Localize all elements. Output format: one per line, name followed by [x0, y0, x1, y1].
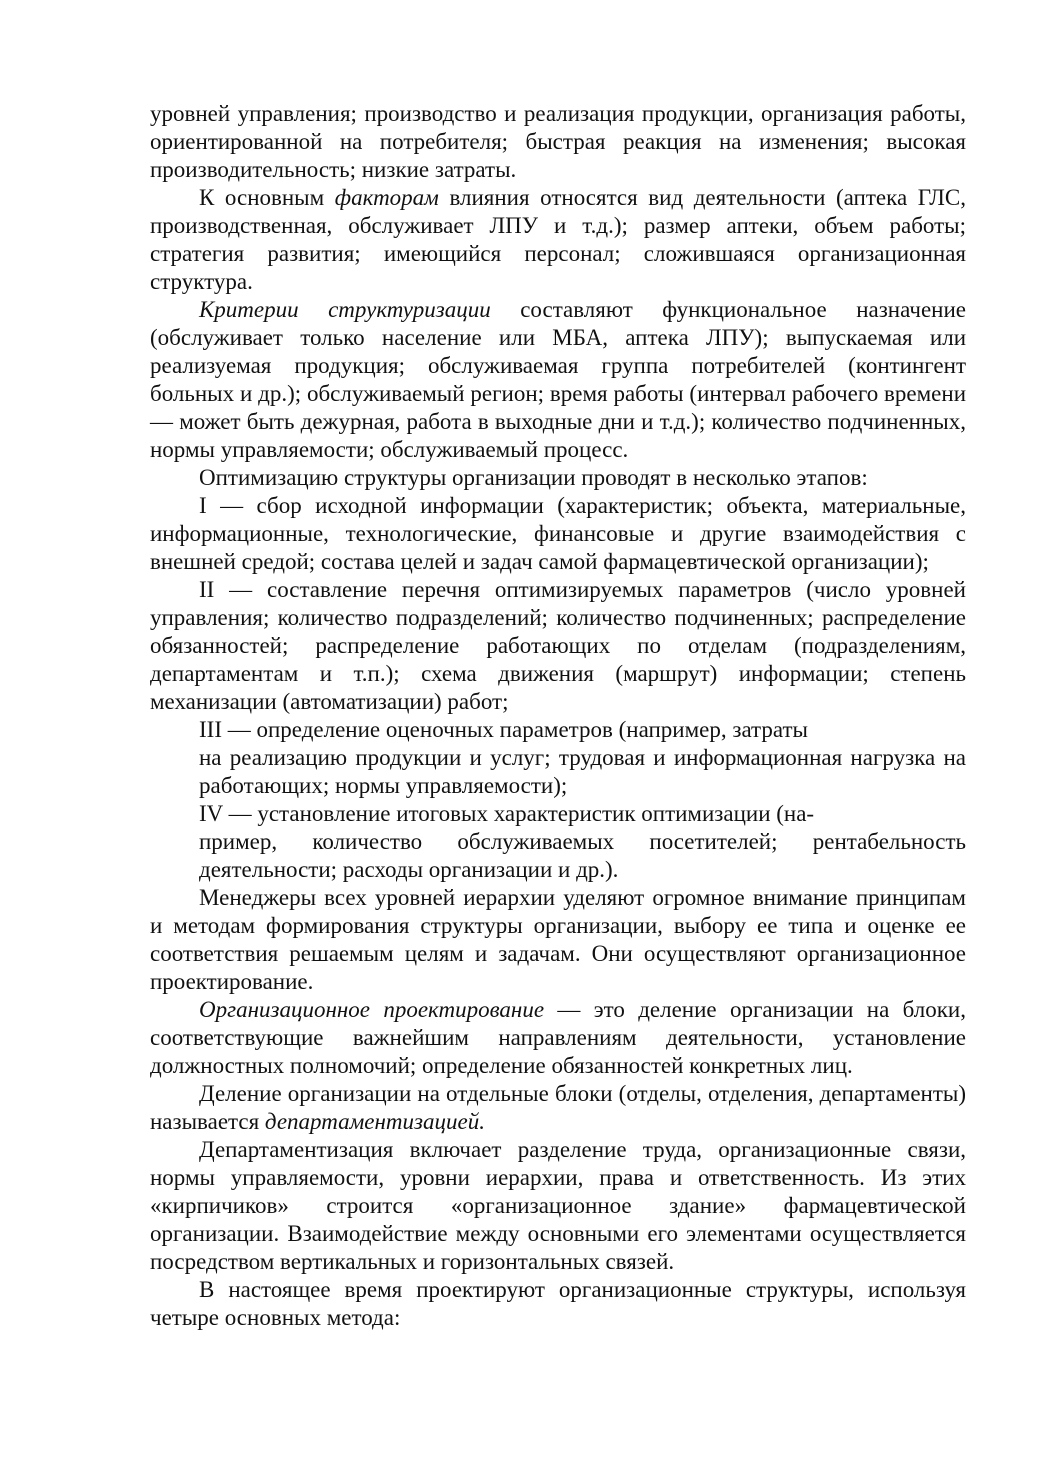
paragraph-managers: Менеджеры всех уровней иерархии уделяют огромное внимание принципам и методам формирования структуры организации, выбору ее типа и оценке ее соответствия решаемым целям и задачам. Они осуществляют организационное проектирование.: [150, 885, 966, 994]
paragraph-stage-3-continuation: на реализацию продукции и услуг; трудовая и информационная нагрузка на работающих; нормы управляемости);: [199, 745, 966, 798]
paragraph-stage-3-line: III — определение оценочных параметров (например, затраты: [199, 717, 809, 742]
criteria-text: составляют функциональное назначение (обслуживает только население или МБА, аптека ЛПУ); выпускаемая или реализуемая продукция; обслуживаемая группа потребителей (контингент больных и др.); обслуживаемый регион; время работы (интервал рабочего времени — может быть дежурная, работа в выходные дни и т.д.); количество подчиненных, нормы управляемости; обслуживаемый процесс.: [150, 297, 967, 462]
org-design-text: — это деление организации на блоки, соответствующие важнейшим направлениям деятельности, установление должностных полномочий; определение обязанностей конкретных лиц.: [150, 997, 966, 1078]
paragraph-factors: [150, 184, 966, 296]
paragraph-stage-4-continuation: пример, количество обслуживаемых посетителей; рентабельность деятельности; расходы организации и др.).: [199, 829, 966, 882]
term-criteria: Критерии структуризации: [199, 297, 491, 322]
body-text: [150, 100, 966, 1332]
paragraph-departmentalization: Департаментизация включает разделение труда, организационные связи, нормы управляемости, уровни иерархии, права и ответственность. Из этих «кирпичиков» строится «организационное здание» фармацевтической организации. Взаимодействие между основными его элементами осуществляется посредством вертикальных и горизонтальных связей.: [150, 1137, 966, 1274]
paragraph-division: [150, 1080, 966, 1136]
paragraph-optimization-intro: Оптимизацию структуры организации проводят в несколько этапов:: [199, 465, 868, 490]
paragraph-stage-1: I — сбор исходной информации (характеристик; объекта, материальные, информационные, технологические, финансовые и другие взаимодействия с внешней средой; состава целей и задач самой фармацевтической организации);: [150, 493, 966, 574]
division-text: Деление организации на отдельные блоки (отделы, отделения, департаменты) называется: [150, 1081, 966, 1134]
paragraph-continuation: уровней управления; производство и реализация продукции, организация работы, ориентированной на потребителя; быстрая реакция на изменения; высокая производительность; низкие затраты.: [150, 101, 966, 182]
term-departmentalization: департаментизацией.: [264, 1109, 485, 1134]
paragraph-stage-2: II — составление перечня оптимизируемых параметров (число уровней управления; количество подразделений; количество подчиненных; распределение обязанностей; распределение работающих по отделам (подразделениям, департаментам и т.п.); схема движения (маршрут) информации; степень механизации (автоматизации) работ;: [150, 577, 966, 714]
paragraph-methods: В настоящее время проектируют организационные структуры, используя четыре основных метода:: [150, 1277, 966, 1330]
paragraph-stage-4-line: IV — установление итоговых характеристик оптимизации (на-: [199, 801, 815, 826]
factors-text: влияния относятся вид деятельности (аптека ГЛС, производственная, обслуживает ЛПУ и т.д.); размер аптеки, объем работы; стратегия развития; имеющийся персонал; сложившаяся организационная структура.: [150, 185, 966, 294]
term-org-design: Организационное проектирование: [199, 997, 545, 1022]
paragraph-criteria: [150, 296, 966, 464]
term-factors: факторам: [334, 185, 439, 210]
paragraph-org-design: [150, 996, 966, 1080]
factors-intro: К основным: [199, 185, 335, 210]
